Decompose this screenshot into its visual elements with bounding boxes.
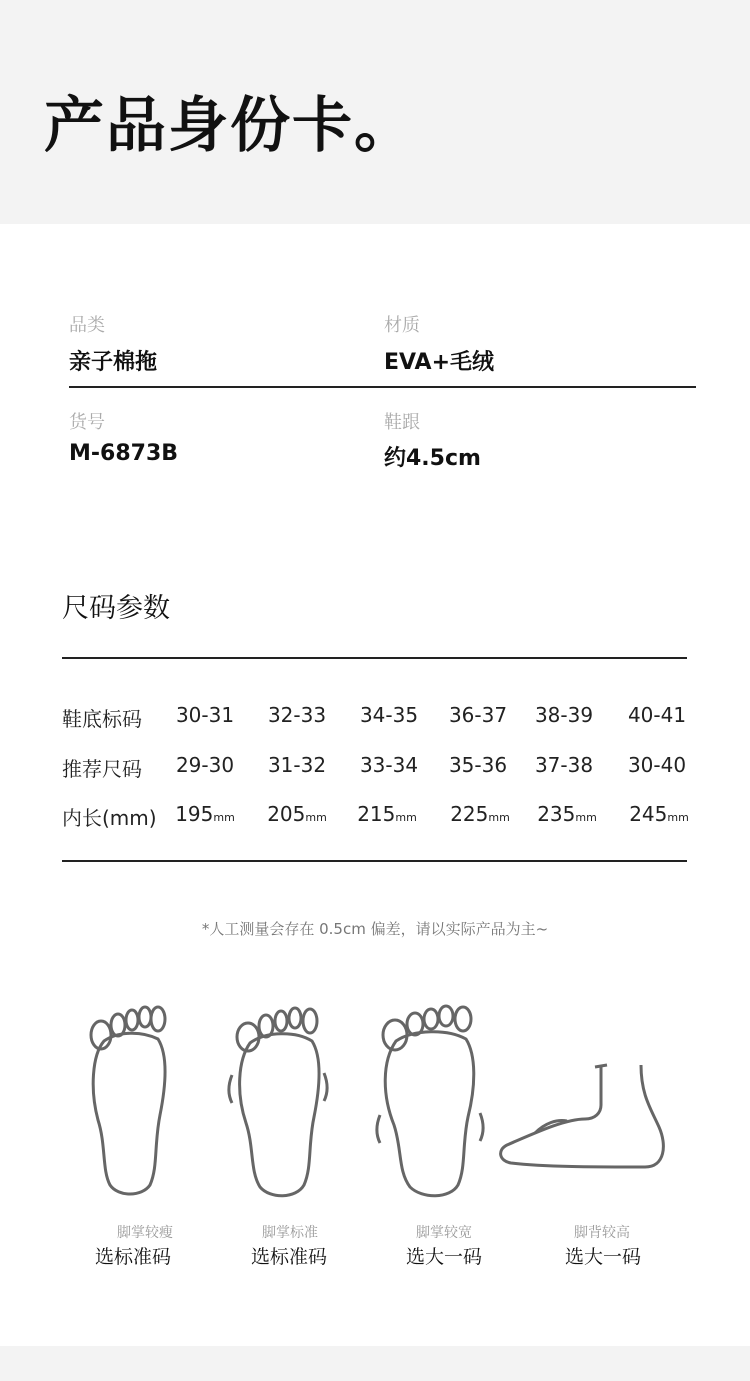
table-cell: 30-40 bbox=[627, 753, 687, 777]
high-instep-foot-icon bbox=[495, 995, 670, 1205]
material-label: 材质 bbox=[384, 315, 420, 336]
table-cell: 34-35 bbox=[359, 703, 419, 727]
item-number-label: 货号 bbox=[69, 412, 105, 433]
measurement-note: *人工测量会存在 0.5cm 偏差，请以实际产品为主~ bbox=[201, 920, 549, 938]
foot-desc-high-instep: 脚背较高 bbox=[574, 1225, 630, 1241]
spec-divider bbox=[69, 386, 696, 388]
table-cell: 31-32 bbox=[267, 753, 327, 777]
material-value: EVA+毛绒 bbox=[384, 350, 495, 375]
foot-desc-narrow: 脚掌较瘦 bbox=[117, 1225, 173, 1241]
table-cell: 205mm bbox=[267, 802, 327, 826]
wide-foot-icon bbox=[370, 995, 490, 1205]
table-cell: 29-30 bbox=[175, 753, 235, 777]
row-label-inner-length: 内长(mm) bbox=[62, 806, 157, 830]
heel-label: 鞋跟 bbox=[384, 412, 420, 433]
narrow-foot-icon bbox=[70, 995, 190, 1205]
standard-foot-icon bbox=[220, 995, 340, 1205]
table-bottom-rule bbox=[62, 860, 687, 862]
table-cell: 36-37 bbox=[448, 703, 508, 727]
item-number-value: M-6873B bbox=[69, 441, 179, 466]
table-cell: 235mm bbox=[537, 802, 597, 826]
table-cell: 37-38 bbox=[534, 753, 594, 777]
row-label-recommended: 推荐尺码 bbox=[62, 757, 142, 781]
row-label-sole-size: 鞋底标码 bbox=[62, 707, 142, 731]
table-cell: 38-39 bbox=[534, 703, 594, 727]
foot-desc-standard: 脚掌标准 bbox=[262, 1225, 318, 1241]
table-cell: 33-34 bbox=[359, 753, 419, 777]
footer-band bbox=[0, 1346, 750, 1381]
table-cell: 245mm bbox=[629, 802, 689, 826]
heel-value: 约4.5cm bbox=[384, 446, 481, 471]
table-top-rule bbox=[62, 657, 687, 659]
foot-advice-high-instep: 选大一码 bbox=[564, 1246, 641, 1268]
table-cell: 30-31 bbox=[175, 703, 235, 727]
size-section-title: 尺码参数 bbox=[62, 593, 170, 624]
table-cell: 32-33 bbox=[267, 703, 327, 727]
table-cell: 225mm bbox=[450, 802, 510, 826]
table-cell: 195mm bbox=[175, 802, 235, 826]
category-label: 品类 bbox=[69, 315, 105, 336]
page-title: 产品身份卡。 bbox=[44, 91, 416, 161]
table-cell: 35-36 bbox=[448, 753, 508, 777]
foot-advice-narrow: 选标准码 bbox=[94, 1246, 171, 1268]
table-cell: 215mm bbox=[357, 802, 417, 826]
category-value: 亲子棉拖 bbox=[69, 350, 158, 375]
table-cell: 40-41 bbox=[627, 703, 687, 727]
header-banner bbox=[0, 0, 750, 224]
foot-advice-wide: 选大一码 bbox=[405, 1246, 482, 1268]
foot-desc-wide: 脚掌较宽 bbox=[416, 1225, 472, 1241]
foot-advice-standard: 选标准码 bbox=[250, 1246, 327, 1268]
